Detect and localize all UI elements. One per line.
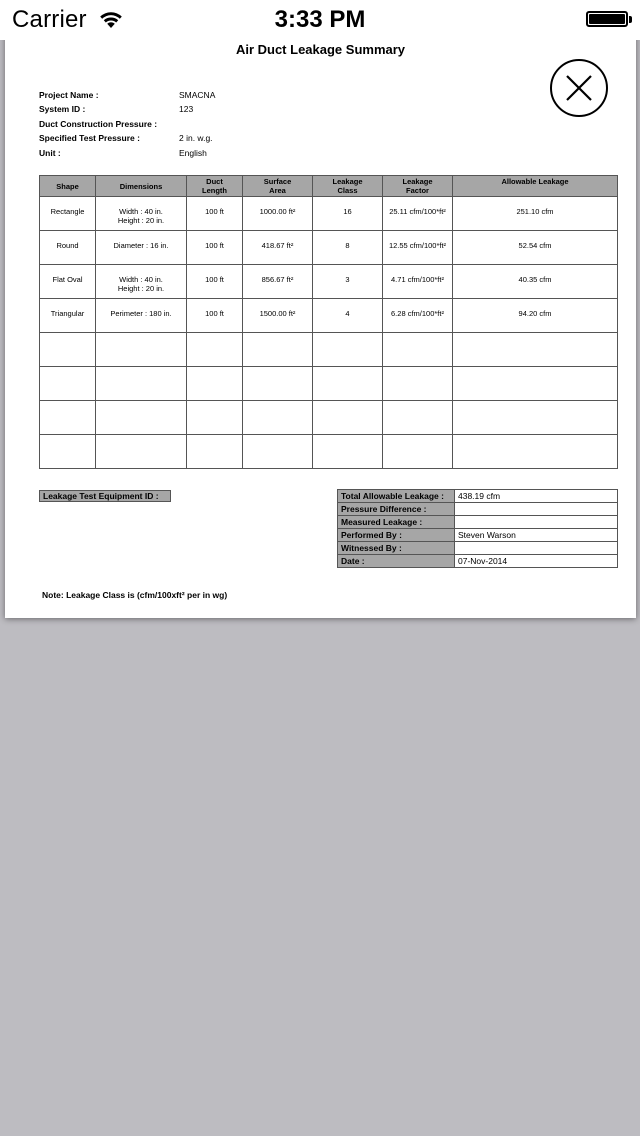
cell-factor: 25.11 cfm/100*ft² [383,197,453,231]
cell-allowable: 251.10 cfm [453,197,618,231]
measured-leakage-label: Measured Leakage : [338,516,455,529]
pressure-difference-label: Pressure Difference : [338,503,455,516]
header-surface-area-line1: Surface [263,177,292,186]
total-allowable-leakage-value: 438.19 cfm [455,490,618,503]
header-duct-length [187,176,243,197]
cell-class: 16 [313,197,383,231]
duct-table [39,175,618,469]
table-row [40,265,618,299]
cell-length: 100 ft [187,299,243,333]
cell-allowable: 94.20 cfm [453,299,618,333]
header-leakage-factor-line2: Factor [406,186,429,195]
empty-table-row [40,333,618,367]
performed-by-label: Performed By : [338,529,455,542]
cell-area: 856.67 ft² [243,265,313,299]
cell-allowable: 52.54 cfm [453,231,618,265]
close-icon [565,74,593,102]
cell-class: 4 [313,299,383,333]
system-id-label: System ID : [39,104,86,115]
measured-leakage-value [455,516,618,529]
pressure-difference-value [455,503,618,516]
specified-test-pressure-value: 2 in. w.g. [179,133,213,144]
summary-row [338,555,618,568]
table-header-row [40,176,618,197]
empty-table-row [40,367,618,401]
cell-class: 8 [313,231,383,265]
cell-factor: 6.28 cfm/100*ft² [383,299,453,333]
table-row [40,197,618,231]
cell-length: 100 ft [187,231,243,265]
cell-shape: Flat Oval [40,265,96,299]
date-value: 07-Nov-2014 [455,555,618,568]
header-shape: Shape [40,176,96,197]
summary-row [338,529,618,542]
carrier-label: Carrier [12,6,87,33]
performed-by-value: Steven Warson [455,529,618,542]
summary-row [338,516,618,529]
cell-length: 100 ft [187,197,243,231]
leakage-test-equipment-label: Leakage Test Equipment ID : [39,490,171,502]
total-allowable-leakage-label: Total Allowable Leakage : [338,490,455,503]
witnessed-by-label: Witnessed By : [338,542,455,555]
summary-row [338,542,618,555]
system-id-value: 123 [179,104,194,115]
header-surface-area-line2: Area [269,186,286,195]
cell-dimensions [96,299,187,333]
date-label: Date : [338,555,455,568]
header-duct-length-line2: Length [202,186,227,195]
cell-dimensions [96,265,187,299]
header-leakage-class-line1: Leakage [332,177,363,186]
cell-dimensions [96,231,187,265]
leakage-class-note: Note: Leakage Class is (cfm/100xft² per in wg) [42,590,228,600]
project-name-label: Project Name : [39,90,99,100]
cell-dimension-line1: Perimeter : 180 in. [110,309,172,318]
cell-shape: Rectangle [40,197,96,231]
empty-table-row [40,401,618,435]
header-leakage-class [313,176,383,197]
cell-area: 1500.00 ft² [243,299,313,333]
cell-dimension-line1: Width : 40 in. [119,275,163,284]
header-surface-area [243,176,313,197]
cell-area: 1000.00 ft² [243,197,313,231]
clock-time: 3:33 PM [274,6,366,33]
cell-dimension-line2: Height : 20 in. [117,284,165,293]
summary-table [337,489,618,568]
header-dimensions: Dimensions [96,176,187,197]
table-row [40,231,618,265]
battery-cap [629,16,632,23]
cell-dimensions [96,197,187,231]
battery-icon [586,11,628,27]
cell-factor: 12.55 cfm/100*ft² [383,231,453,265]
document-title: Air Duct Leakage Summary [235,42,406,57]
cell-shape: Triangular [40,299,96,333]
cell-dimension-line1: Diameter : 16 in. [113,241,169,250]
summary-row [338,503,618,516]
header-leakage-factor-line1: Leakage [402,177,433,186]
cell-dimension-line1: Width : 40 in. [119,207,163,216]
project-name-value: SMACNA [179,90,216,100]
cell-class: 3 [313,265,383,299]
unit-value: English [179,147,207,158]
cell-shape: Round [40,231,96,265]
table-row [40,299,618,333]
duct-construction-pressure-label: Duct Construction Pressure : [39,118,158,129]
specified-test-pressure-label: Specified Test Pressure : [39,133,140,144]
header-allowable-leakage: Allowable Leakage [453,176,618,197]
document-sheet [5,14,636,618]
header-leakage-factor [383,176,453,197]
empty-table-row [40,435,618,469]
header-leakage-class-line2: Class [337,186,358,195]
cell-dimension-line2: Height : 20 in. [117,216,165,225]
cell-factor: 4.71 cfm/100*ft² [383,265,453,299]
cell-allowable: 40.35 cfm [453,265,618,299]
header-duct-length-line1: Duct [206,177,223,186]
witnessed-by-value [455,542,618,555]
cell-length: 100 ft [187,265,243,299]
cell-area: 418.67 ft² [243,231,313,265]
unit-label: Unit : [39,147,61,158]
summary-row [338,490,618,503]
close-button[interactable] [550,59,608,117]
status-bar [0,0,640,40]
